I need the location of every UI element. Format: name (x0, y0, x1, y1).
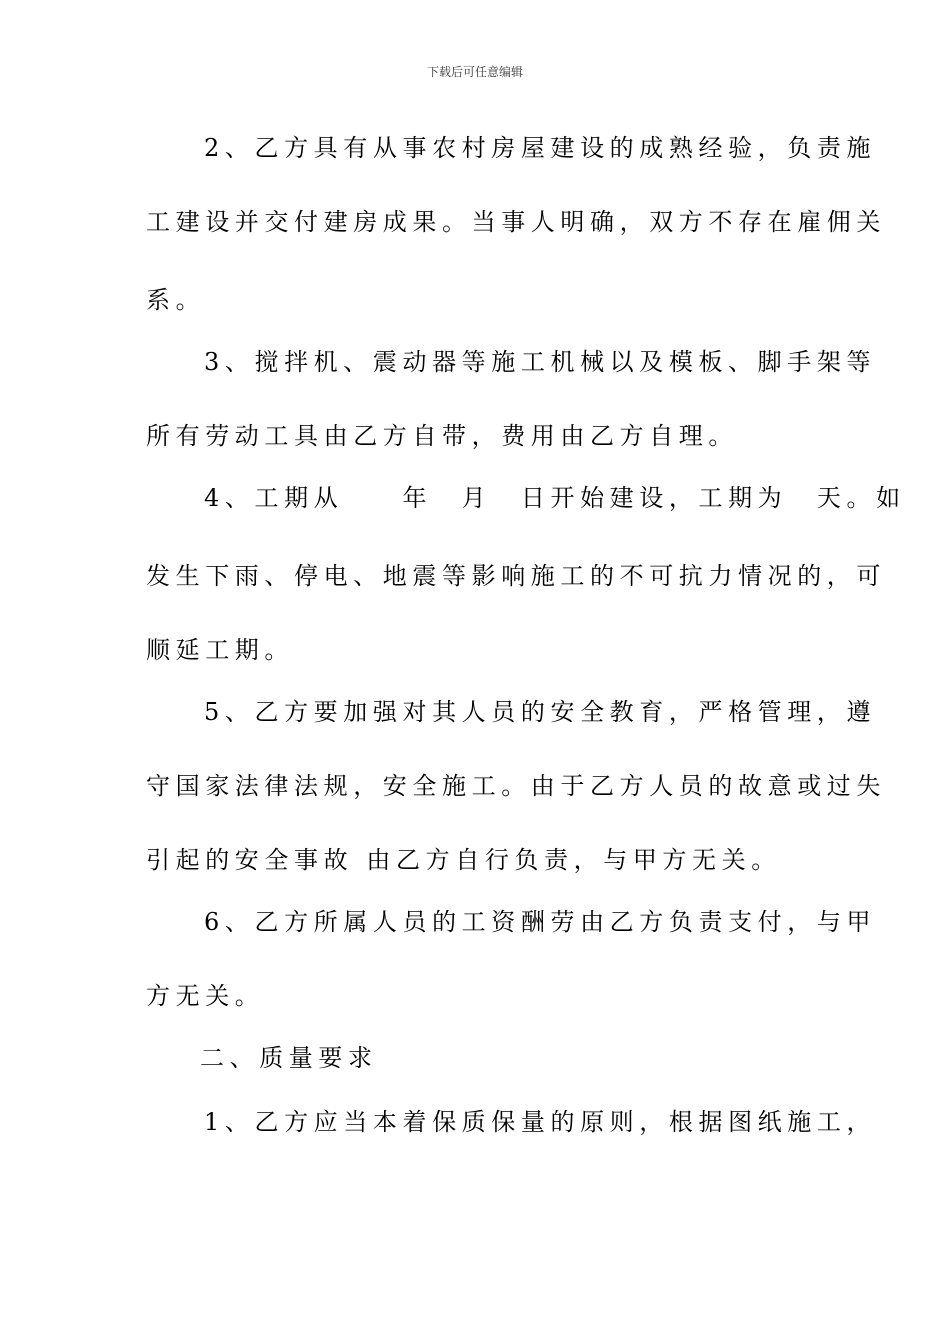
body-line: 方无关。 (146, 982, 265, 1010)
body-line: 2、乙方具有从事农村房屋建设的成熟经验，负责施 (204, 134, 877, 162)
body-line: 6、乙方所属人员的工资酬劳由乙方负责支付，与甲 (204, 908, 877, 936)
body-line: 守国家法律法规，安全施工。由于乙方人员的故意或过失 (146, 772, 886, 800)
section-heading: 二、质量要求 (200, 1044, 378, 1072)
page-header: 下载后可任意编辑 (426, 65, 523, 79)
body-line: 引起的安全事故 由乙方自行负责，与甲方无关。 (146, 846, 781, 874)
body-line: 5、乙方要加强对其人员的安全教育，严格管理，遵 (204, 698, 877, 726)
body-line: 工建设并交付建房成果。当事人明确，双方不存在雇佣关 (146, 208, 886, 236)
body-line: 发生下雨、停电、地震等影响施工的不可抗力情况的，可 (146, 562, 886, 590)
body-line: 3、搅拌机、震动器等施工机械以及模板、脚手架等 (204, 348, 877, 376)
body-line: 所有劳动工具由乙方自带，费用由乙方自理。 (146, 422, 738, 450)
body-line: 顺延工期。 (146, 636, 294, 664)
body-line: 4、工期从 年 月 日开始建设，工期为 天。如 (204, 484, 906, 512)
body-line: 系。 (146, 286, 206, 314)
body-line: 1、乙方应当本着保质保量的原则，根据图纸施工， (204, 1108, 877, 1136)
